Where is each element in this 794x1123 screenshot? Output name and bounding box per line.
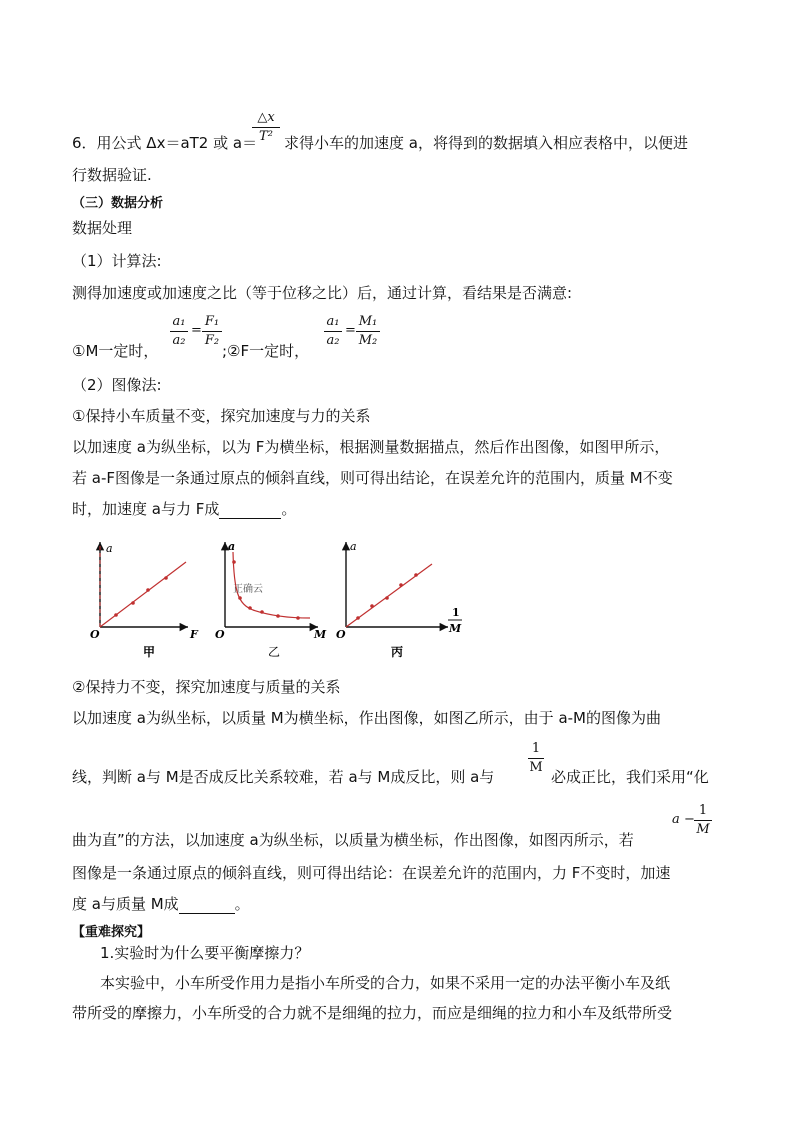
data-point	[296, 616, 300, 620]
frac-den: M₂	[358, 333, 378, 348]
fig3-origin: O	[336, 628, 346, 641]
key-section-title: 【重难探究】	[72, 925, 151, 940]
data-point	[131, 601, 135, 605]
fig1-xlabel: F	[190, 628, 198, 641]
calc-formula-part1: ①M一定时，	[72, 342, 159, 360]
fit-line	[100, 562, 186, 627]
graph-method-title: （2）图像法:	[72, 376, 162, 394]
step6-frac-num: △x	[257, 110, 275, 125]
fig2-caption: 乙	[268, 645, 281, 659]
fig1-ylabel: a	[106, 542, 113, 555]
data-point	[370, 604, 374, 608]
graph2-line1: 以加速度 a为纵坐标，以质量 M为横坐标，作出图像，如图乙所示，由于 a-M的图像为曲	[72, 709, 661, 727]
graph1-heading: ①保持小车质量不变，探究加速度与力的关系	[72, 407, 371, 425]
fig3-ylabel: a	[350, 540, 357, 553]
answer-blank-2[interactable]	[179, 895, 235, 914]
frac-den: M	[529, 760, 543, 775]
data-point	[146, 588, 150, 592]
frac-den: M	[696, 822, 710, 837]
formula-f1-f2	[202, 314, 222, 349]
section3-title: （三）数据分析	[72, 196, 164, 211]
fig1-caption: 甲	[143, 645, 156, 659]
data-point	[114, 613, 118, 617]
step6-frac-den: T²	[259, 129, 273, 144]
formula-equals-2: =	[345, 323, 356, 338]
question-1: 1.实验时为什么要平衡摩擦力？	[100, 944, 310, 962]
data-point	[248, 606, 252, 610]
figure-jia	[90, 542, 199, 659]
frac-den: F₂	[204, 333, 220, 348]
answer-1-line1: 本实验中，小车所受作用力是指小车所受的合力，如果不采用一定的办法平衡小车及纸	[100, 974, 671, 992]
calc-formula-part2: ;②F一定时，	[222, 342, 310, 360]
graph2-fraction-1-over-m	[528, 741, 544, 776]
graph2-axis-a: a	[672, 812, 680, 827]
frac-num: a₁	[326, 314, 340, 329]
fig1-origin: O	[90, 628, 100, 641]
data-point	[260, 610, 264, 614]
step6-fraction	[252, 110, 280, 145]
frac-num: M₁	[358, 314, 378, 329]
data-point	[399, 583, 403, 587]
graph2-line5-end: 。	[234, 895, 250, 913]
fig2-xlabel: M	[314, 628, 327, 641]
frac-den: a₂	[172, 333, 186, 348]
data-point	[276, 614, 280, 618]
graph1-line1: 以加速度 a为纵坐标，以为 F为横坐标，根据测量数据描点，然后作出图像，如图甲所示，	[72, 438, 670, 456]
step6-suffix: 求得小车的加速度 a，将得到的数据填入相应表格中，以便进	[284, 134, 688, 152]
formula-m1-m2	[356, 314, 380, 349]
graph2-line2b: 必成正比，我们采用“化	[551, 768, 709, 786]
frac-num: a₁	[172, 314, 186, 329]
fig3-caption: 丙	[391, 645, 404, 659]
graph2-line5-text: 度 a与质量 M成	[72, 895, 179, 913]
graph2-line5	[72, 893, 250, 914]
data-point	[238, 596, 242, 600]
figure-yi	[215, 540, 327, 659]
figure-bing	[336, 540, 462, 659]
step6-prefix: 6．用公式 Δx＝aT2 或 a＝	[72, 134, 258, 152]
frac-num: 1	[698, 803, 708, 818]
graph1-line3-text: 时，加速度 a与力 F成	[72, 500, 220, 518]
graph2-axis-fraction	[694, 803, 712, 838]
data-point	[385, 596, 389, 600]
step6-line2: 行数据验证.	[72, 166, 152, 184]
graph2-line3: 曲为直”的方法，以加速度 a为纵坐标，以质量为横坐标，作出图像，如图丙所示，若	[72, 831, 634, 849]
calc-method-title: （1）计算法:	[72, 252, 162, 270]
fig3-xlabel-num: 1	[452, 606, 460, 619]
figures-panel	[88, 532, 488, 662]
formula-a1-a2-right	[324, 314, 342, 349]
fig2-ylabel: a	[228, 540, 236, 553]
data-point	[232, 560, 236, 564]
frac-num: 1	[531, 741, 541, 756]
graph2-line2a: 线，判断 a与 M是否成反比关系较难，若 a与 M成反比，则 a与	[72, 768, 495, 786]
graph2-line4: 图像是一条通过原点的倾斜直线，则可得出结论：在误差允许的范围内，力 F不变时，加速	[72, 864, 671, 882]
graph1-line3	[72, 498, 296, 519]
graph1-line3-end: 。	[281, 500, 297, 518]
data-point	[164, 576, 168, 580]
calc-method-desc: 测得加速度或加速度之比（等于位移之比）后，通过计算，看结果是否满意:	[72, 284, 573, 302]
graph2-heading: ②保持力不变，探究加速度与质量的关系	[72, 678, 341, 696]
frac-den: a₂	[326, 333, 340, 348]
data-point	[414, 573, 418, 577]
fig2-origin: O	[215, 628, 225, 641]
data-point	[356, 616, 360, 620]
answer-1-line2: 带所受的摩擦力，小车所受的合力就不是细绳的拉力，而应是细绳的拉力和小车及纸带所受	[72, 1004, 673, 1022]
fig3-xlabel-den: M	[449, 622, 462, 635]
graph2-axis-dash: −	[684, 812, 695, 827]
formula-equals-1: =	[191, 323, 202, 338]
formula-a1-a2-left	[170, 314, 188, 349]
graph1-line2: 若 a-F图像是一条通过原点的倾斜直线，则可得出结论，在误差允许的范围内，质量 M不变	[72, 469, 673, 487]
frac-num: F₁	[204, 314, 220, 329]
fig2-watermark: 正确云	[233, 584, 263, 595]
answer-blank-1[interactable]	[219, 500, 281, 519]
data-processing-heading: 数据处理	[72, 219, 133, 237]
